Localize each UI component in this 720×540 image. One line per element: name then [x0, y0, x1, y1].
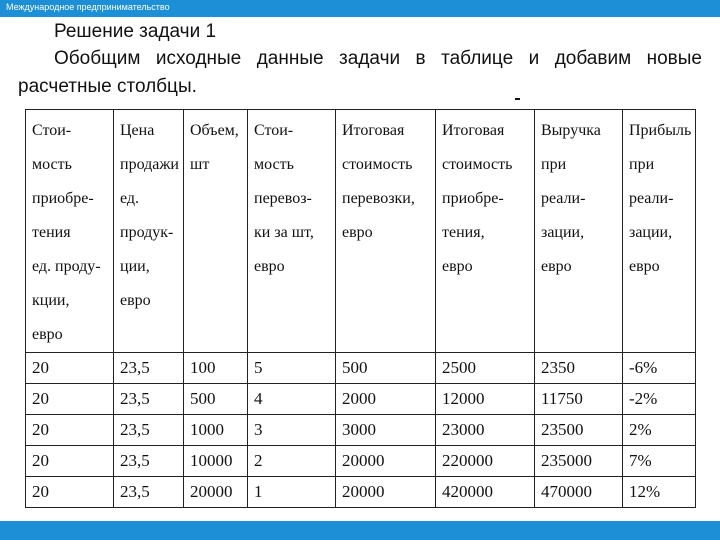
header-bar	[0, 0, 720, 17]
table-cell: 500	[184, 384, 248, 415]
table-cell: 20000	[336, 446, 436, 477]
header-label: Международное предпринимательство	[6, 2, 170, 12]
column-header: Объем, шт	[184, 110, 248, 353]
table-cell: 12000	[436, 384, 535, 415]
table-cell: 2350	[535, 353, 623, 384]
column-header: Итоговая стоимость перевозки, евро	[336, 110, 436, 353]
table-cell: 10000	[184, 446, 248, 477]
table-cell: 1000	[184, 415, 248, 446]
table-cell: 11750	[535, 384, 623, 415]
table-row	[26, 384, 696, 415]
table-cell: 5	[248, 353, 336, 384]
column-header: Выручка при реали- зации, евро	[535, 110, 623, 353]
table-row	[26, 446, 696, 477]
table-cell: 20	[26, 353, 114, 384]
table-cell: 23,5	[114, 384, 184, 415]
table-cell: 2500	[436, 353, 535, 384]
table-cell: 20	[26, 477, 114, 508]
table-cell: 23,5	[114, 353, 184, 384]
table-cell: 220000	[436, 446, 535, 477]
table-cell: 23,5	[114, 415, 184, 446]
table-cell: 20000	[336, 477, 436, 508]
dash-mark	[515, 98, 520, 100]
data-table	[25, 109, 696, 508]
table-row	[26, 415, 696, 446]
table-cell: 4	[248, 384, 336, 415]
column-header: Стои- мость перевоз- ки за шт, евро	[248, 110, 336, 353]
table-cell: -6%	[623, 353, 696, 384]
table-cell: 23000	[436, 415, 535, 446]
column-header: Стои-мость приобре- тения ед. проду- кции, евро	[26, 110, 114, 353]
column-header: Прибыль при реали- зации, евро	[623, 110, 696, 353]
table-cell: 20000	[184, 477, 248, 508]
table-cell: -2%	[623, 384, 696, 415]
table-cell: 1	[248, 477, 336, 508]
table-row	[26, 353, 696, 384]
table-cell: 20	[26, 446, 114, 477]
footer-bar	[0, 521, 720, 540]
table-cell: 23,5	[114, 446, 184, 477]
slide-paragraph: Обобщим исходные данные задачи в таблице и добавим новые расчетные столбцы.	[18, 48, 702, 97]
table-cell: 470000	[535, 477, 623, 508]
table-cell: 235000	[535, 446, 623, 477]
table-cell: 23500	[535, 415, 623, 446]
table-cell: 2%	[623, 415, 696, 446]
table-cell: 2	[248, 446, 336, 477]
table-row	[26, 477, 696, 508]
column-header: Цена продажи ед. продук- ции, евро	[114, 110, 184, 353]
table-cell: 3000	[336, 415, 436, 446]
column-header: Итоговая стоимость приобре- тения, евро	[436, 110, 535, 353]
table-cell: 23,5	[114, 477, 184, 508]
table-cell: 20	[26, 384, 114, 415]
table-header-row	[26, 110, 696, 353]
table-cell: 20	[26, 415, 114, 446]
slide-heading: Решение задачи 1	[54, 21, 217, 42]
table-cell: 420000	[436, 477, 535, 508]
table-cell: 100	[184, 353, 248, 384]
table-cell: 7%	[623, 446, 696, 477]
table-cell: 500	[336, 353, 436, 384]
table-cell: 3	[248, 415, 336, 446]
table-cell: 12%	[623, 477, 696, 508]
table-cell: 2000	[336, 384, 436, 415]
